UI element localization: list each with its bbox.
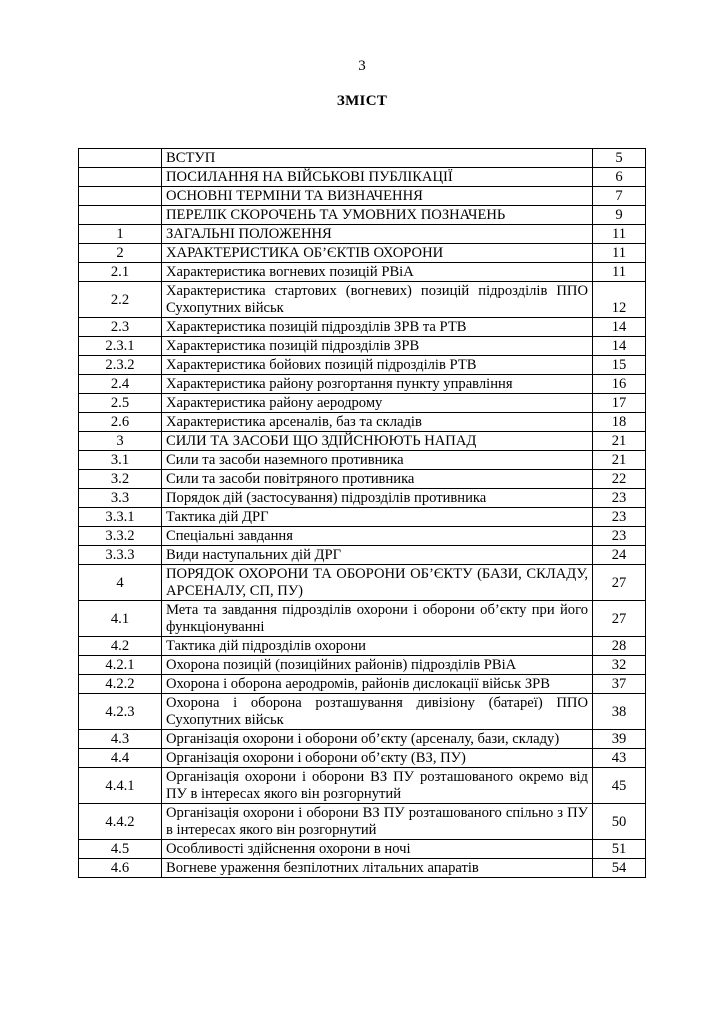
page-reference: 12 <box>593 282 646 318</box>
toc-row <box>79 337 646 356</box>
page-reference: 21 <box>593 432 646 451</box>
toc-row <box>79 489 646 508</box>
section-number: 4 <box>79 565 162 601</box>
toc-row <box>79 206 646 225</box>
toc-row <box>79 601 646 637</box>
section-title: Охорона і оборона розташування дивізіону (батареї) ППО Сухопутних військ <box>162 694 593 730</box>
toc-row <box>79 282 646 318</box>
toc-row <box>79 565 646 601</box>
page-reference: 32 <box>593 656 646 675</box>
section-number: 3.3.2 <box>79 527 162 546</box>
section-number: 4.4.2 <box>79 804 162 840</box>
section-title: Порядок дій (застосування) підрозділів противника <box>162 489 593 508</box>
section-number: 4.2.2 <box>79 675 162 694</box>
page-title: ЗМІСТ <box>336 93 388 109</box>
page-reference: 15 <box>593 356 646 375</box>
section-number: 2.3.2 <box>79 356 162 375</box>
section-number: 3.3.3 <box>79 546 162 565</box>
section-number: 4.4 <box>79 749 162 768</box>
page-reference: 5 <box>593 149 646 168</box>
toc-row <box>79 840 646 859</box>
page-reference: 27 <box>593 601 646 637</box>
section-title: ОСНОВНІ ТЕРМІНИ ТА ВИЗНАЧЕННЯ <box>162 187 593 206</box>
section-title: Характеристика вогневих позицій РВіА <box>162 263 593 282</box>
toc-row <box>79 694 646 730</box>
page-reference: 38 <box>593 694 646 730</box>
toc-table <box>78 148 646 878</box>
section-number: 2.4 <box>79 375 162 394</box>
page-reference: 28 <box>593 637 646 656</box>
section-title: Характеристика стартових (вогневих) позицій підрозділів ППО Сухопутних військ <box>162 282 593 318</box>
section-title: Сили та засоби наземного противника <box>162 451 593 470</box>
section-title: ПОРЯДОК ОХОРОНИ ТА ОБОРОНИ ОБ’ЄКТУ (БАЗИ, СКЛАДУ, АРСЕНАЛУ, СП, ПУ) <box>162 565 593 601</box>
page-number: 3 <box>358 58 366 74</box>
section-title: Характеристика району розгортання пункту управління <box>162 375 593 394</box>
toc-row <box>79 413 646 432</box>
page-reference: 24 <box>593 546 646 565</box>
section-number <box>79 149 162 168</box>
section-title: Види наступальних дій ДРГ <box>162 546 593 565</box>
toc-row <box>79 451 646 470</box>
page-reference: 50 <box>593 804 646 840</box>
toc-row <box>79 768 646 804</box>
toc-row <box>79 470 646 489</box>
toc-row <box>79 394 646 413</box>
toc-row <box>79 804 646 840</box>
toc-row <box>79 527 646 546</box>
toc-row <box>79 637 646 656</box>
section-title: СИЛИ ТА ЗАСОБИ ЩО ЗДІЙСНЮЮТЬ НАПАД <box>162 432 593 451</box>
page-reference: 22 <box>593 470 646 489</box>
section-number: 4.2.3 <box>79 694 162 730</box>
toc-row <box>79 318 646 337</box>
page-reference: 23 <box>593 508 646 527</box>
page-reference: 7 <box>593 187 646 206</box>
page-reference: 37 <box>593 675 646 694</box>
page-reference: 14 <box>593 337 646 356</box>
section-number: 2.3.1 <box>79 337 162 356</box>
toc-row <box>79 656 646 675</box>
page-reference: 14 <box>593 318 646 337</box>
page-reference: 11 <box>593 244 646 263</box>
section-title: ПЕРЕЛІК СКОРОЧЕНЬ ТА УМОВНИХ ПОЗНАЧЕНЬ <box>162 206 593 225</box>
toc-row <box>79 149 646 168</box>
toc-row <box>79 244 646 263</box>
toc-row <box>79 508 646 527</box>
section-title: Охорона і оборона аеродромів, районів дислокації військ ЗРВ <box>162 675 593 694</box>
section-title: Вогневе ураження безпілотних літальних апаратів <box>162 859 593 878</box>
section-number: 2.5 <box>79 394 162 413</box>
section-number: 4.2.1 <box>79 656 162 675</box>
section-number: 2.3 <box>79 318 162 337</box>
section-title: Тактика дій підрозділів охорони <box>162 637 593 656</box>
section-number: 4.2 <box>79 637 162 656</box>
toc-row <box>79 675 646 694</box>
page-reference: 17 <box>593 394 646 413</box>
toc-row <box>79 263 646 282</box>
section-title: Тактика дій ДРГ <box>162 508 593 527</box>
page-reference: 6 <box>593 168 646 187</box>
section-number <box>79 168 162 187</box>
section-number <box>79 206 162 225</box>
section-title: Характеристика позицій підрозділів ЗРВ <box>162 337 593 356</box>
page-reference: 11 <box>593 225 646 244</box>
page-reference: 39 <box>593 730 646 749</box>
toc-row <box>79 168 646 187</box>
section-title: ЗАГАЛЬНІ ПОЛОЖЕННЯ <box>162 225 593 244</box>
section-title: Характеристика бойових позицій підрозділів РТВ <box>162 356 593 375</box>
section-number: 4.4.1 <box>79 768 162 804</box>
section-number <box>79 187 162 206</box>
page-reference: 51 <box>593 840 646 859</box>
section-number: 2.1 <box>79 263 162 282</box>
section-title: Організація охорони і оборони об’єкту (ВЗ, ПУ) <box>162 749 593 768</box>
page-reference: 27 <box>593 565 646 601</box>
section-title: Охорона позицій (позиційних районів) підрозділів РВіА <box>162 656 593 675</box>
section-title: ХАРАКТЕРИСТИКА ОБ’ЄКТІВ ОХОРОНИ <box>162 244 593 263</box>
section-title: Спеціальні завдання <box>162 527 593 546</box>
toc-row <box>79 187 646 206</box>
section-number: 3.2 <box>79 470 162 489</box>
section-title: Організація охорони і оборони об’єкту (арсеналу, бази, складу) <box>162 730 593 749</box>
page-reference: 45 <box>593 768 646 804</box>
page-reference: 18 <box>593 413 646 432</box>
toc-row <box>79 356 646 375</box>
page-reference: 23 <box>593 527 646 546</box>
toc-row <box>79 375 646 394</box>
section-title: Особливості здійснення охорони в ночі <box>162 840 593 859</box>
page-reference: 16 <box>593 375 646 394</box>
section-title: Характеристика району аеродрому <box>162 394 593 413</box>
page-reference: 54 <box>593 859 646 878</box>
page-reference: 43 <box>593 749 646 768</box>
section-title: Мета та завдання підрозділів охорони і оборони об’єкту при його функціонуванні <box>162 601 593 637</box>
toc-row <box>79 225 646 244</box>
page-reference: 9 <box>593 206 646 225</box>
section-number: 1 <box>79 225 162 244</box>
section-number: 3.3.1 <box>79 508 162 527</box>
section-title: Характеристика позицій підрозділів ЗРВ та РТВ <box>162 318 593 337</box>
page-reference: 23 <box>593 489 646 508</box>
section-number: 2.2 <box>79 282 162 318</box>
toc-row <box>79 730 646 749</box>
section-title: ПОСИЛАННЯ НА ВІЙСЬКОВІ ПУБЛІКАЦІЇ <box>162 168 593 187</box>
section-number: 3.1 <box>79 451 162 470</box>
section-title: ВСТУП <box>162 149 593 168</box>
section-number: 4.5 <box>79 840 162 859</box>
section-number: 4.3 <box>79 730 162 749</box>
toc-row <box>79 546 646 565</box>
section-title: Характеристика арсеналів, баз та складів <box>162 413 593 432</box>
toc-row <box>79 432 646 451</box>
section-number: 2.6 <box>79 413 162 432</box>
section-number: 2 <box>79 244 162 263</box>
toc-row <box>79 749 646 768</box>
page-reference: 21 <box>593 451 646 470</box>
section-number: 3 <box>79 432 162 451</box>
section-title: Організація охорони і оборони ВЗ ПУ розташованого окремо від ПУ в інтересах якого він розгорнутий <box>162 768 593 804</box>
toc-row <box>79 859 646 878</box>
section-number: 4.1 <box>79 601 162 637</box>
section-number: 4.6 <box>79 859 162 878</box>
section-number: 3.3 <box>79 489 162 508</box>
section-title: Сили та засоби повітряного противника <box>162 470 593 489</box>
page-reference: 11 <box>593 263 646 282</box>
toc-body <box>79 149 646 878</box>
section-title: Організація охорони і оборони ВЗ ПУ розташованого спільно з ПУ в інтересах якого він розгорнутий <box>162 804 593 840</box>
